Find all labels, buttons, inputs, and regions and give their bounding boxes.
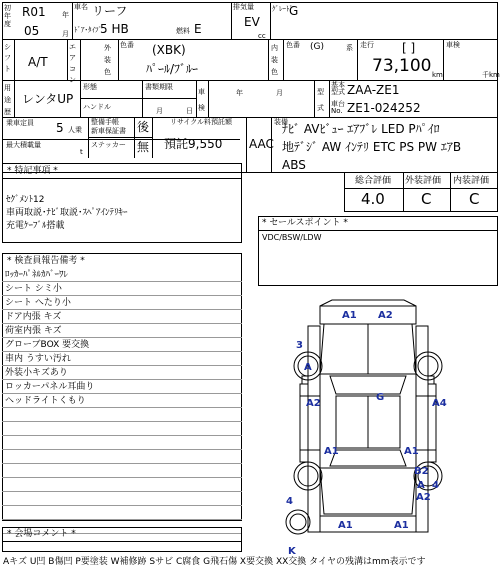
interior-score-label: 内装評価 [453,176,490,186]
mark-4-right: 4 [432,480,439,491]
mark-a-left-wheel: A [304,362,312,373]
inspector-blank-row [2,464,242,478]
inspector-note: ドア内張 キズ [2,310,242,324]
special-line-1: ｾｸﾞﾒﾝﾄ12 [6,195,45,205]
exterior-score-label: 外装評価 [405,176,442,186]
color-name: ﾊﾟｰﾙ/ﾌﾞﾙｰ [146,62,199,76]
interior-color-code: (G) [310,42,324,52]
displacement-value: EV [244,15,260,29]
inspector-note: シート シミ小 [2,282,242,296]
month-value: 05 [24,24,40,38]
inspector-note: ロッカーパネル耳曲り [2,380,242,394]
grade-label: ｸﾞﾚｰﾄﾞ [272,5,293,13]
mileage-label: 走行 [360,41,374,49]
mark-a2-front: A2 [378,310,393,321]
shift-value: A/T [28,55,48,69]
sticker-label: ステッカー [91,141,126,149]
chassis-value: ZE1-024252 [347,101,421,115]
legend-text: Aキズ U凹 B傷凹 P要塗装 W補修跡 Sサビ C腐食 G飛石傷 X要交換 XX交換 タイヤの残溝はmm表示です [3,557,426,567]
exterior-score: C [421,190,432,208]
total-score-label: 総合評価 [355,176,392,186]
equipment-line-2: 地ﾃﾞｼﾞ AW ｲﾝﾃﾘ ETC PS PW ｴｱB [282,140,462,154]
venue-comment-box [2,527,242,552]
special-line-3: 充電ｹｰﾌﾞﾙ搭載 [6,221,65,231]
inspector-blank-row [2,478,242,492]
payload-unit: t [80,148,83,156]
equipment-line-1: ﾅﾋﾞ AVﾋﾞｭｰ ｴｱﾌﾞﾚ LED Pﾊﾟｲﾛ [282,122,440,136]
mark-a1-rear-right: A1 [394,520,409,531]
doc-day: 日 [186,107,193,115]
total-score: 4.0 [361,190,385,208]
special-notes-box [2,163,242,243]
new-car-label: 新車保証書 [91,127,126,135]
capacity-value: 5 [56,121,64,135]
mark-a1-front: A1 [342,310,357,321]
inspector-blank-row [2,408,242,422]
interior-color-vertical: 内 装 色 [271,44,278,76]
mark-a-right-rear: A [417,480,425,491]
cc-unit: cc [258,32,266,40]
shift-label: シフト [4,43,11,73]
inspector-note: ヘッドライトくもり [2,394,242,408]
inspector-note: 車内 うすい汚れ [2,352,242,366]
color-label: 色番 [120,41,134,49]
recycle-label: リサイクル料預託額 [170,118,233,126]
mark-a4-right: A4 [432,398,447,409]
equipment-line-3: ABS [282,158,306,172]
doc-label: 書類期限 [145,83,173,91]
inspection-label: 車検 [446,41,460,49]
inspector-note: 荷室内張 キズ [2,324,242,338]
base-type-label: 基本型式 [331,81,345,96]
mark-a1-right-rear: A1 [404,446,419,457]
exterior-color-vertical: 外 装 色 [104,44,111,76]
equip-label: 装備 [274,118,288,126]
maintenance-label: 整備手帳 [91,118,119,126]
capacity-unit: 人乗 [68,126,82,134]
mark-3-left: 3 [296,340,303,351]
venue-comment-title: * 会場コメント * [7,529,76,539]
scores-box [344,172,498,212]
mark-a1-left-rear: A1 [324,446,339,457]
color-code: (XBK) [152,43,186,57]
ac-code: AAC [249,137,274,151]
grade-value: G [289,4,299,18]
inspection-year: 年 [236,89,243,97]
mark-a1-rear-left: A1 [338,520,353,531]
interior-score: C [469,190,480,208]
mark-g-roof: G [376,392,385,403]
mileage-value: 73,100 [372,56,432,76]
recycle-value: 預託9,550 [164,137,223,151]
mark-a2-left: A2 [306,398,321,409]
mark-k: K [288,546,296,557]
displacement-label: 排気量 [233,3,254,11]
sales-point-text: VDC/BSW/LDW [262,233,322,242]
doc-month: 月 [156,107,163,115]
inspector-blank-row [2,506,242,520]
special-notes-title: * 特記事項 * [7,166,58,176]
door-type-value: 5 HB [100,22,129,36]
mileage-bracket: [ ] [402,41,416,55]
inspection-vertical: 車 検 [198,88,205,112]
inspector-remarks-title: * 検査員報告備考 * [7,256,85,266]
sales-point-box [258,216,498,286]
inspection-month: 月 [276,89,283,97]
mileage-unit: km [432,71,443,79]
inspection-unit: 千km [482,71,500,79]
model-value: リーフ [92,4,128,18]
month-suffix: 月 [62,30,69,38]
form-label: 形態 [83,83,97,91]
type-vertical: 型 式 [317,88,324,112]
inspector-note: グローブBOX 要交換 [2,338,242,352]
mark-4-left: 4 [286,496,293,507]
chassis-label: 車台No. [331,100,345,115]
year-value: R01 [22,5,46,19]
inspector-blank-row [2,422,242,436]
special-line-2: 車両取説･ﾅﾋﾞ取説･ｽﾍﾟｱｲﾝﾃﾘｷｰ [6,208,128,218]
mark-b2: B2 [414,466,429,477]
mark-a2-rear: A2 [416,492,431,503]
inspector-note: シート へたり小 [2,296,242,310]
interior-color-suffix: 系 [346,44,353,52]
use-vertical: 用 途 歴 [4,84,11,116]
use-value: レンタUP [22,92,74,106]
base-type-value: ZAA-ZE1 [347,83,400,97]
interior-color-label: 色番 [286,41,300,49]
fuel-value: E [194,22,202,36]
year-suffix: 年 [62,11,69,19]
payload-label: 最大積載量 [6,141,41,149]
rear-mark: 後 [137,120,150,134]
inspector-blank-row [2,436,242,450]
handle-label: ハンドル [83,103,111,111]
year-label: 初年度 [4,4,11,28]
inspector-blank-row [2,450,242,464]
inspector-blank-row [2,492,242,506]
sales-point-title: * セールスポイント * [262,218,348,228]
capacity-label: 乗車定員 [6,119,34,127]
car-damage-diagram [280,296,456,562]
none-mark: 無 [137,140,150,154]
model-label: 車名 [74,3,88,11]
ac-label: エアコン [69,43,76,84]
inspector-note: ﾛｯｶｰﾊﾟﾈﾙｶﾊﾞｰﾜﾚ [2,268,242,282]
door-type-label: ﾄﾞｱ･ﾀｲﾌﾟ [74,26,102,34]
fuel-label: 燃料 [176,27,190,35]
inspector-note: 外装小キズあり [2,366,242,380]
